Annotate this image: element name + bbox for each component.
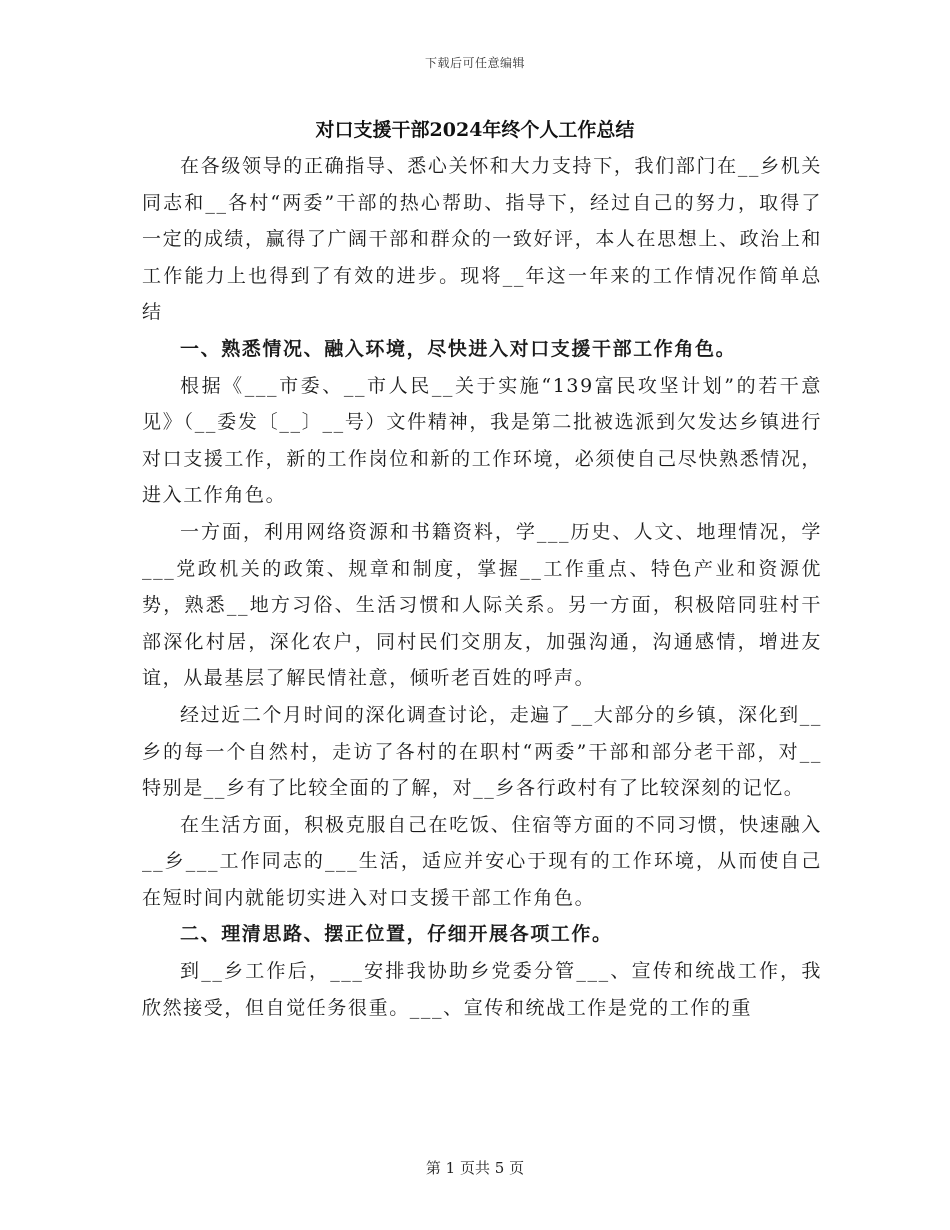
body-paragraph: 根据《___市委、__市人民__关于实施“139富民攻坚计划”的若干意见》（__委发〔__〕__号）文件精神，我是第二批被选派到欠发达乡镇进行对口支援工作，新的工作岗位和新的工作环境，必须使自己尽快熟悉情况，进入工作角色。 (142, 374, 822, 507)
body-paragraph: 经过近二个月时间的深化调查讨论，走遍了__大部分的乡镇，深化到__乡的每一个自然村，走访了各村的在职村“两委”干部和部分老干部，对__特别是__乡有了比较全面的了解，对__乡各行政村有了比较深刻的记忆。 (142, 703, 822, 800)
body-paragraph: 到__乡工作后，___安排我协助乡党委分管___、宣传和统战工作，我欣然接受，但自觉任务很重。___、宣传和统战工作是党的工作的重 (142, 960, 822, 1019)
intro-paragraph: 在各级领导的正确指导、悉心关怀和大力支持下，我们部门在__乡机关同志和__各村“两委”干部的热心帮助、指导下，经过自己的努力，取得了一定的成绩，赢得了广阔干部和群众的一致好评，本人在思想上、政治上和工作能力上也得到了有效的进步。现将__年这一年来的工作情况作简单总结 (142, 155, 822, 324)
body-paragraph: 在生活方面，积极克服自己在吃饭、住宿等方面的不同习惯，快速融入__乡___工作同志的___生活，适应并安心于现有的工作环境，从而使自己在短时间内就能切实进入对口支援干部工作角色。 (142, 813, 822, 909)
document-body (142, 148, 822, 1026)
section-heading-2: 二、理清思路、摆正位置，仔细开展各项工作。 (180, 923, 613, 946)
body-paragraph: 一方面，利用网络资源和书籍资料，学___历史、人文、地理情况，学___党政机关的政策、规章和制度，掌握__工作重点、特色产业和资源优势，熟悉__地方习俗、生活习惯和人际关系。另一方面，积极陪同驻村干部深化村居，深化农户，同村民们交朋友，加强沟通，沟通感情，增进友谊，从最基层了解民情社意，倾听老百姓的呼声。 (142, 520, 822, 690)
page-number: 第 1 页共 5 页 (425, 1159, 525, 1177)
section-heading-1: 一、熟悉情况、融入环境，尽快进入对口支援干部工作角色。 (180, 337, 737, 360)
header-note: 下载后可任意编辑 (424, 56, 525, 70)
document-title: 对口支援干部2024年终个人工作总结 (315, 119, 635, 141)
